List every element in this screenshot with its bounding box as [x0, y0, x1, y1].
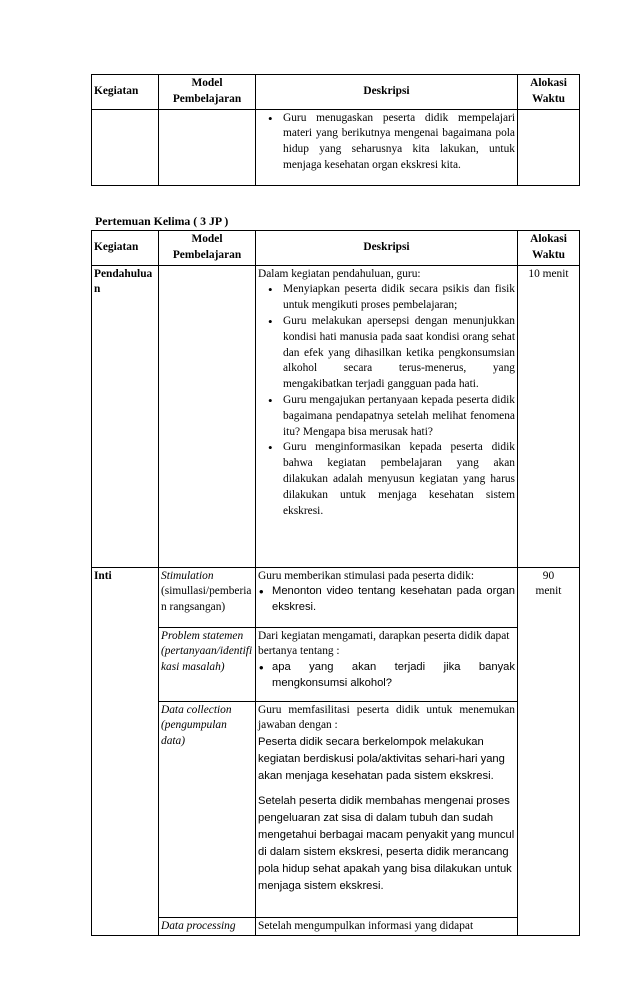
table-row-processing	[92, 917, 580, 936]
table-row-collection	[92, 701, 580, 917]
model-stimulation-sub: (simullasi/pemberian rangsangan)	[161, 585, 252, 614]
cell-model-collection: Data collection (pengumpulan data)	[159, 701, 256, 917]
cell-model-empty	[159, 265, 256, 567]
table-header-row	[92, 75, 580, 110]
cell-alokasi-inti: 90 menit	[518, 567, 580, 936]
section-heading: Pertemuan Kelima ( 3 JP )	[95, 214, 229, 228]
cell-model-problem: Problem statemen (pertanyaan/identifikasi masalah)	[159, 627, 256, 701]
cell-alokasi	[518, 109, 580, 185]
cell-model-stimulation	[159, 567, 256, 627]
cell-deskripsi-stimulation	[256, 567, 518, 627]
pendahuluan-intro: Dalam kegiatan pendahuluan, guru:	[258, 267, 421, 280]
cell-deskripsi	[256, 109, 518, 185]
activity-table-continued	[91, 74, 580, 186]
list-item: • Guru menginformasikan kepada peserta didik bahwa kegiatan pembelajaran yang akan dilakukan adalah menyusun kegiatan yang harus dilakukan untuk menjaga kesehatan sistem ekskresi.	[258, 440, 515, 519]
cell-deskripsi-collection	[256, 701, 518, 917]
cell-alokasi-pendahuluan: 10 menit	[518, 265, 580, 567]
collection-p1: Guru memfasilitasi peserta didik untuk menemukan jawaban dengan :	[258, 703, 515, 732]
model-stimulation: Stimulation	[161, 569, 214, 582]
header-deskripsi: Deskripsi	[256, 231, 518, 266]
cell-model	[159, 109, 256, 185]
header-alokasi: Alokasi Waktu	[518, 231, 580, 266]
header-kegiatan: Kegiatan	[92, 75, 159, 110]
table-row-pendahuluan	[92, 265, 580, 567]
cell-deskripsi-processing: Setelah mengumpulkan informasi yang didapat	[256, 917, 518, 936]
cell-kegiatan-inti: Inti	[92, 567, 159, 936]
table-row-problem	[92, 627, 580, 701]
collection-p2: Peserta didik secara berkelompok melakukan kegiatan berdiskusi pola/aktivitas sehari-hari yang akan menjaga kesehatan pada sistem ekskresi.	[258, 736, 505, 783]
list-item: • Guru mengajukan pertanyaan kepada peserta didik bagaimana pendapatnya setelah melihat fenomena itu? Mengapa bisa merusak hati?	[258, 393, 515, 440]
problem-intro: Dari kegiatan mengamati, darapkan peserta didik dapat bertanya tentang :	[258, 629, 510, 658]
list-item: • Menonton video tentang kesehatan pada organ ekskresi.	[258, 584, 515, 616]
stimulation-intro: Guru memberikan stimulasi pada peserta didik:	[258, 569, 475, 582]
list-item: • Guru menugaskan peserta didik mempelajari materi yang berikutnya mengenai bagaimana pola hidup yang seharusnya kita lakukan, untuk menjaga kesehatan organ ekskresi kita.	[258, 111, 515, 174]
header-model: Model Pembelajaran	[159, 75, 256, 110]
cell-deskripsi-pendahuluan	[256, 265, 518, 567]
collection-p3: Setelah peserta didik membahas mengenai proses pengeluaran zat sisa di dalam tubuh dan sudah mengetahui berbagai macam penyakit yang muncul di dalam sistem ekskresi, peserta didik merancang pola hidup sehat apakah yang bisa dilakukan untuk menjaga sistem ekskresi.	[258, 795, 515, 893]
header-model: Model Pembelajaran	[159, 231, 256, 266]
list-item: • apa yang akan terjadi jika banyak mengkonsumsi alkohol?	[258, 660, 515, 692]
cell-kegiatan	[92, 109, 159, 185]
cell-deskripsi-problem	[256, 627, 518, 701]
table-header-row	[92, 231, 580, 266]
list-item: • Menyiapkan peserta didik secara psikis dan fisik untuk mengikuti proses pembelajaran;	[258, 282, 515, 314]
cell-kegiatan-pendahuluan: Pendahuluan	[92, 265, 159, 567]
cell-model-processing: Data processing	[159, 917, 256, 936]
header-alokasi: Alokasi Waktu	[518, 75, 580, 110]
header-kegiatan: Kegiatan	[92, 231, 159, 266]
header-deskripsi: Deskripsi	[256, 75, 518, 110]
table-row-stimulation	[92, 567, 580, 627]
activity-table-meeting-5	[91, 230, 580, 936]
list-item: • Guru melakukan apersepsi dengan menunjukkan kondisi hati manusia pada saat kondisi orang sehat dan efek yang dihasilkan ketika pengkonsumsian alkohol secara terus-menerus, yang mengakibatkan terjadi gangguan pada hati.	[258, 314, 515, 393]
table-row	[92, 109, 580, 185]
